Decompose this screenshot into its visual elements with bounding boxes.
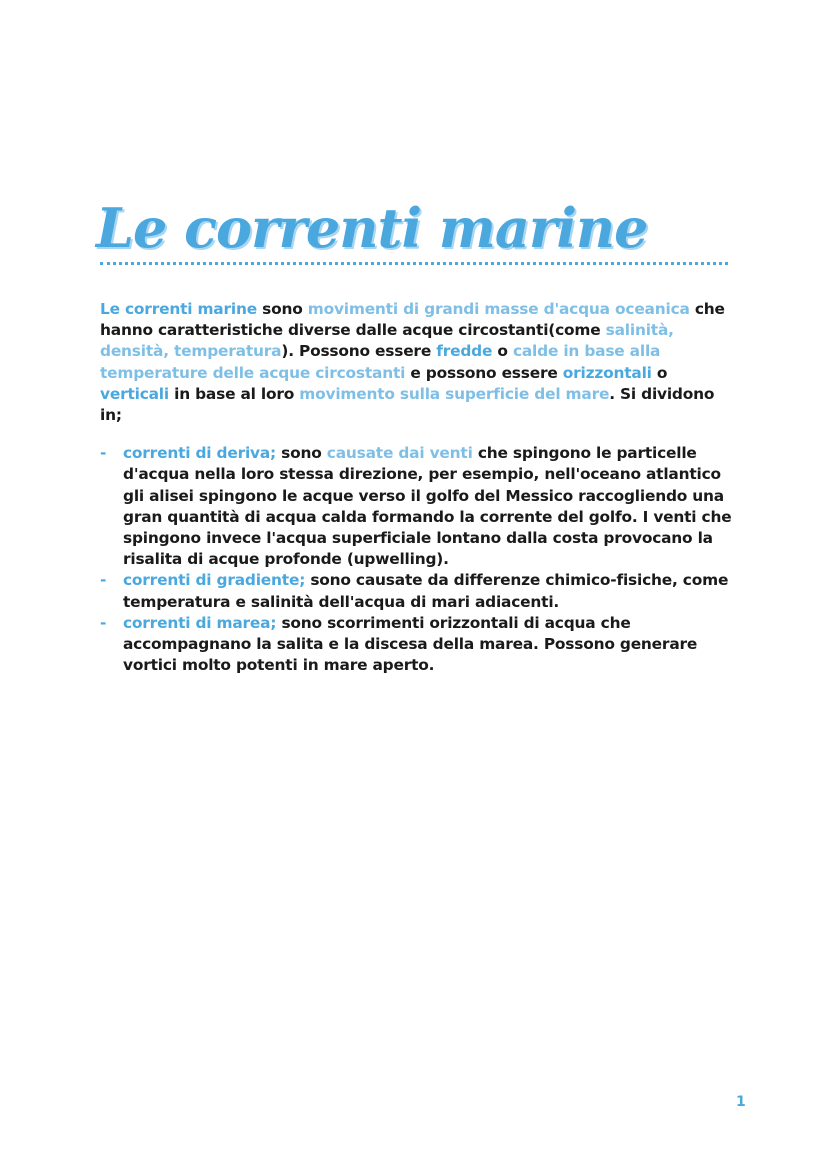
- list-item: [100, 613, 736, 677]
- highlight-text: fredde: [436, 342, 493, 361]
- highlight-text: salinità, densità, temperatura: [100, 321, 674, 361]
- highlight-text: movimenti di grandi masse d'acqua oceanica: [307, 300, 690, 318]
- text-run: e possono essere: [405, 363, 563, 382]
- text-run: o: [492, 342, 513, 361]
- highlight-term: Le correnti marine: [100, 300, 257, 318]
- text-run: sono scorrimenti orizzontali di acqua che accompagnano la salita e la discesa della marea. Possono generare vortici molto potenti in mare aperto.: [123, 613, 698, 675]
- list-item: [100, 570, 736, 612]
- highlight-text: orizzontali: [562, 363, 652, 382]
- list-dash: -: [100, 613, 107, 632]
- list-term: correnti di deriva;: [123, 444, 277, 463]
- text-run: in base al loro: [168, 384, 300, 403]
- highlight-text: causate dai venti: [326, 444, 473, 463]
- highlight-text: movimento sulla superficie del mare: [299, 384, 610, 403]
- list-term: correnti di gradiente;: [123, 571, 306, 590]
- text-run: sono: [276, 444, 327, 463]
- highlight-text: calde in base alla temperature delle acque circostanti: [100, 342, 661, 382]
- list-dash: -: [100, 444, 107, 463]
- text-run: o: [651, 363, 668, 382]
- text-run: che spingono le particelle d'acqua nella loro stessa direzione, per esempio, nell'oceano atlantico gli alisei spingono le acque verso il golfo del Messico raccogliendo una gran quantità di acqua calda formando la corrente del golfo. I venti che spingono invece l'acqua superficiale lontano dalla costa provocano la risalita di acque profonde (upwelling).: [123, 444, 732, 569]
- text-run: ). Possono essere: [281, 342, 437, 361]
- page-title: Le correnti marine: [96, 196, 648, 261]
- document-body: [100, 299, 736, 676]
- highlight-text: verticali: [100, 384, 169, 403]
- list-item: [100, 443, 736, 570]
- text-run: sono causate da differenze chimico-fisiche, come temperatura e salinità dell'acqua di mari adiacenti.: [123, 571, 729, 611]
- list-term: correnti di marea;: [123, 613, 277, 632]
- text-run: . Si dividono in;: [100, 384, 715, 425]
- text-run: che hanno caratteristiche diverse dalle acque circostanti(come: [100, 300, 725, 340]
- list-dash: -: [100, 571, 107, 590]
- currents-list: [100, 443, 736, 676]
- dotted-divider: [100, 262, 728, 265]
- page-number: 1: [736, 1094, 746, 1110]
- intro-paragraph: [100, 299, 736, 426]
- text-run: sono: [256, 300, 308, 318]
